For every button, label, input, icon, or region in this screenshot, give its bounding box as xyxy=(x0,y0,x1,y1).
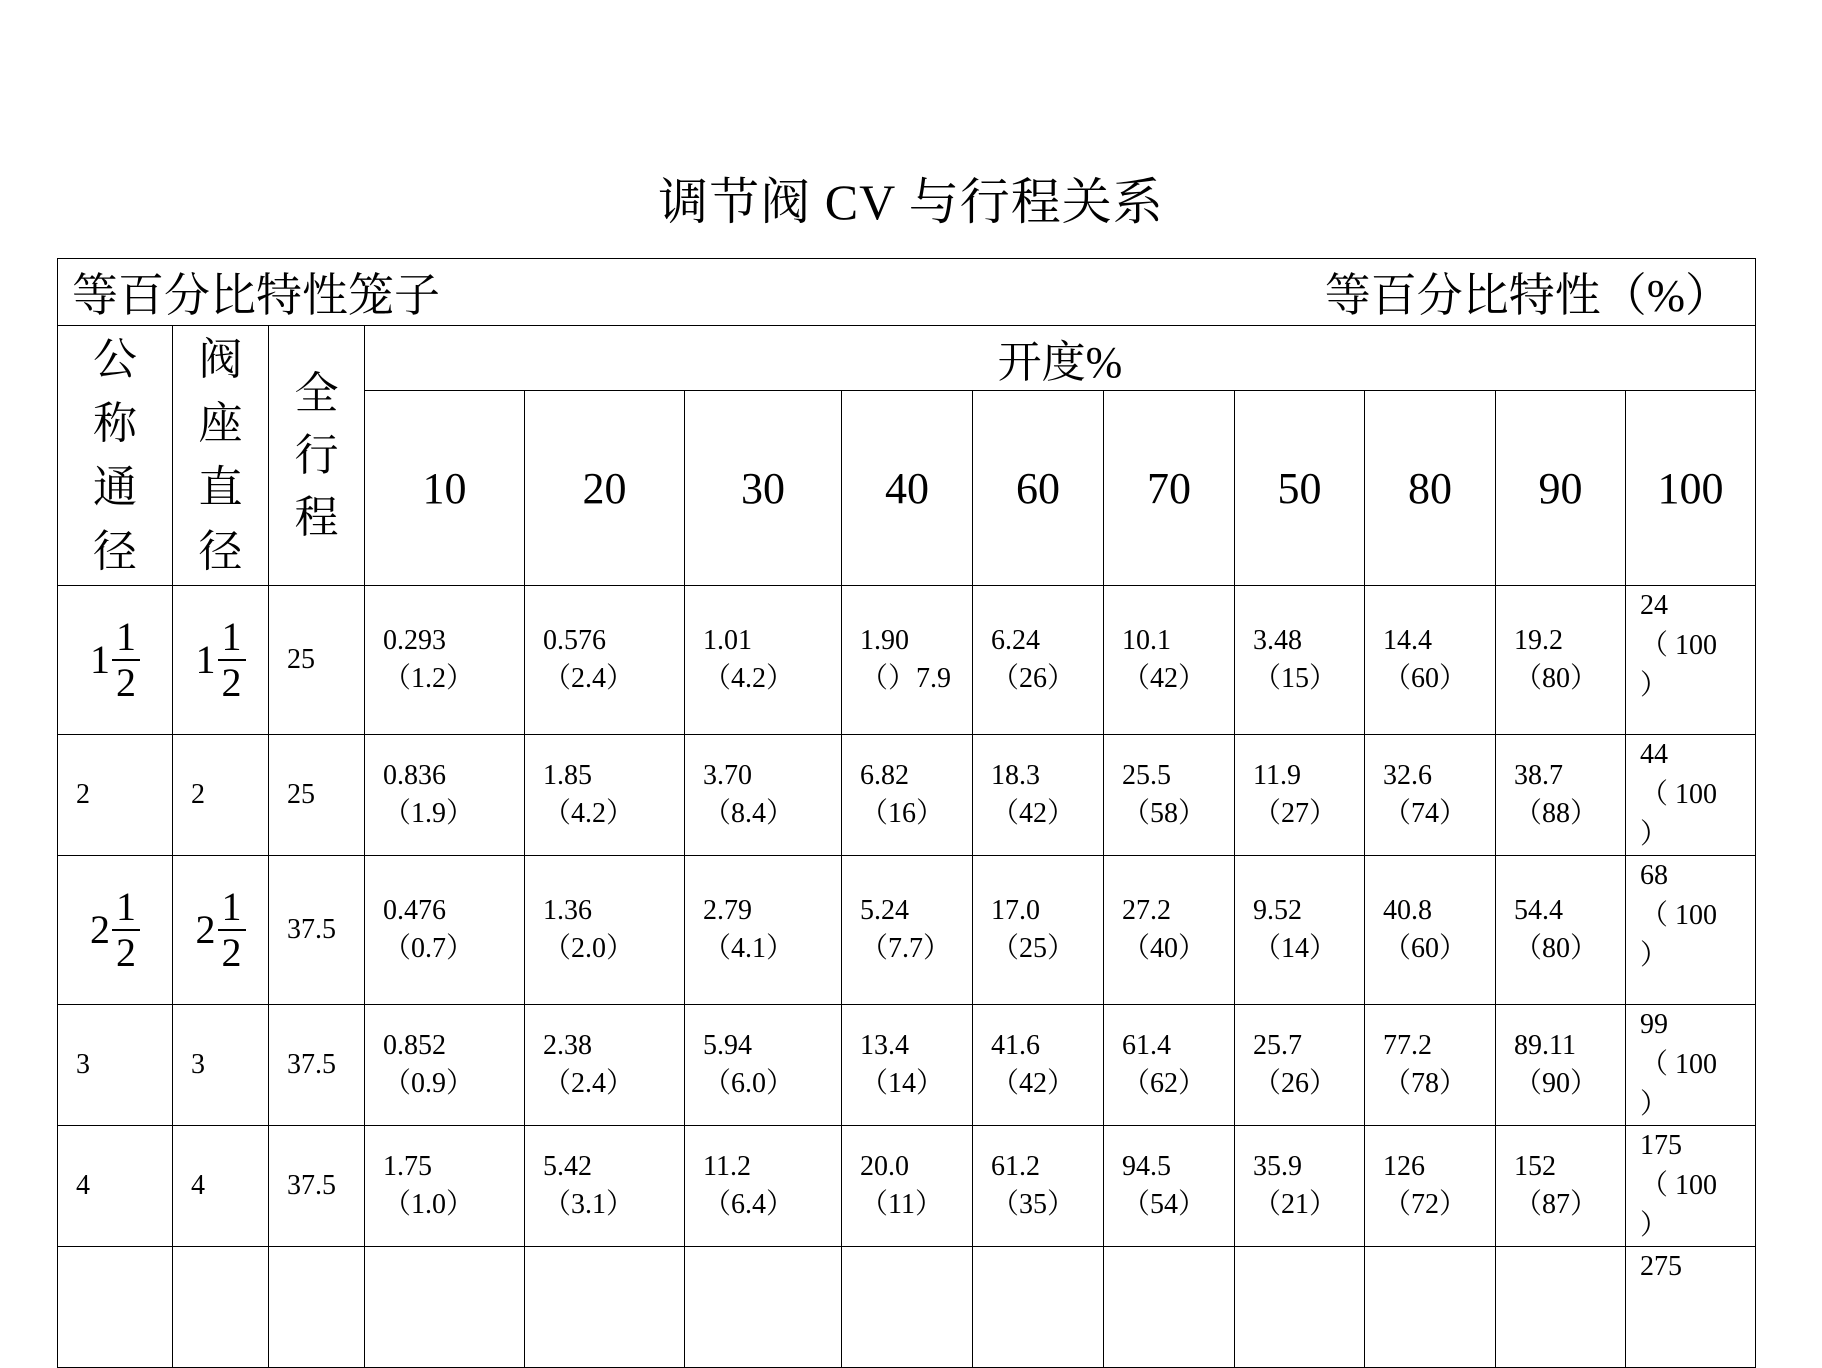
cv-value: 126 xyxy=(1383,1151,1425,1182)
cv-value: 41.6 xyxy=(991,1030,1040,1061)
table-row xyxy=(58,856,1756,1005)
cell-cv-value xyxy=(365,586,525,735)
cell-cv-value xyxy=(842,856,973,1005)
cell-cv-value xyxy=(1235,1247,1365,1368)
cell-full-stroke: 25 xyxy=(269,586,365,735)
cv-value: 17.0 xyxy=(991,895,1040,926)
cv-percent: （16） xyxy=(860,798,945,829)
cv-value: 5.24 xyxy=(860,895,909,926)
cv-value: 0.293 xyxy=(383,625,446,656)
cv-percent: （40） xyxy=(1122,933,1207,964)
cv-value: 61.4 xyxy=(1122,1030,1171,1061)
cv-percent xyxy=(703,1307,841,1345)
page-title: 调节阀 CV 与行程关系 xyxy=(658,174,1164,230)
cv-value xyxy=(703,1269,841,1307)
cv-value: 6.82 xyxy=(860,760,909,791)
cell-cv-value xyxy=(525,1126,685,1247)
cv-value: 1.36 xyxy=(543,895,592,926)
cell-cv-value xyxy=(685,1247,842,1368)
cv-value: 152 xyxy=(1514,1151,1556,1182)
cell-cv-value xyxy=(973,735,1104,856)
cell-cv-value xyxy=(525,1247,685,1368)
cv-percent: （42） xyxy=(1122,663,1207,694)
table-body xyxy=(58,586,1756,1368)
cv-percent: （0.7） xyxy=(383,933,475,964)
cv-max-line: 99 xyxy=(1640,1009,1668,1040)
cv-max-line: 175 xyxy=(1640,1130,1682,1161)
cell-seat-diameter: 4 xyxy=(173,1126,269,1247)
cv-percent: （1.9） xyxy=(383,798,475,829)
cv-value: 0.836 xyxy=(383,760,446,791)
cell-cv-value xyxy=(973,1005,1104,1126)
cell-cv-value xyxy=(1496,1126,1626,1247)
cell-cv-value xyxy=(1104,586,1235,735)
cell-cv-value xyxy=(685,586,842,735)
cv-value: 35.9 xyxy=(1253,1151,1302,1182)
fraction-whole: 2 xyxy=(90,907,110,952)
cell-cv-value xyxy=(1235,586,1365,735)
cell-seat-diameter xyxy=(173,586,269,735)
caption-left: 等百分比特性笼子 xyxy=(72,270,440,321)
cell-cv-value xyxy=(1235,856,1365,1005)
mixed-fraction xyxy=(196,615,246,705)
cv-value: 25.5 xyxy=(1122,760,1171,791)
cell-full-stroke xyxy=(269,1247,365,1368)
table-row xyxy=(58,1126,1756,1247)
cell-cv-value xyxy=(1104,1247,1235,1368)
cell-cv-value xyxy=(1235,1126,1365,1247)
cv-max-line: ） xyxy=(1640,670,1669,701)
cell-seat-diameter: 2 xyxy=(173,735,269,856)
cv-value: 0.852 xyxy=(383,1030,446,1061)
cv-value: 2.79 xyxy=(703,895,752,926)
cv-percent: （90） xyxy=(1514,1068,1599,1099)
cv-value xyxy=(1514,1269,1625,1307)
cv-value: 11.2 xyxy=(703,1151,751,1182)
fraction-whole: 1 xyxy=(90,637,110,682)
cv-value: 1.01 xyxy=(703,625,752,656)
cv-value: 11.9 xyxy=(1253,760,1301,791)
cv-value: 5.94 xyxy=(703,1030,752,1061)
cell-nominal-diameter xyxy=(58,856,173,1005)
cv-value: 14.4 xyxy=(1383,625,1432,656)
cv-percent: （4.2） xyxy=(703,663,795,694)
cv-percent: （14） xyxy=(1253,933,1338,964)
cell-cv-max xyxy=(1626,586,1756,735)
cv-value: 38.7 xyxy=(1514,760,1563,791)
cv-percent: （7.7） xyxy=(860,933,952,964)
cell-cv-max xyxy=(1626,856,1756,1005)
cv-value: 25.7 xyxy=(1253,1030,1302,1061)
cell-cv-value xyxy=(685,1005,842,1126)
cell-cv-value xyxy=(365,1247,525,1368)
cell-full-stroke: 25 xyxy=(269,735,365,856)
cv-value: 89.11 xyxy=(1514,1030,1576,1061)
cv-value: 1.85 xyxy=(543,760,592,791)
cv-percent xyxy=(1122,1307,1234,1345)
mixed-fraction xyxy=(90,885,140,975)
cv-percent: （74） xyxy=(1383,798,1468,829)
cell-seat-diameter xyxy=(173,1247,269,1368)
cell-full-stroke: 37.5 xyxy=(269,1126,365,1247)
cv-percent xyxy=(383,1307,524,1345)
header-percent: 10 xyxy=(365,391,525,586)
cell-cv-value xyxy=(1104,735,1235,856)
cell-cv-value xyxy=(525,1005,685,1126)
header-percent: 90 xyxy=(1496,391,1626,586)
cv-percent: （14） xyxy=(860,1068,945,1099)
cv-max-line: （ 100 xyxy=(1640,1170,1718,1201)
fraction-denominator: 2 xyxy=(116,930,136,975)
cv-value: 54.4 xyxy=(1514,895,1563,926)
cv-percent: （58） xyxy=(1122,798,1207,829)
cell-cv-value xyxy=(525,586,685,735)
header-percent: 50 xyxy=(1235,391,1365,586)
cv-value: 1.90 xyxy=(860,625,909,656)
cv-percent: （）7.9 xyxy=(860,663,952,694)
cell-cv-max xyxy=(1626,1005,1756,1126)
cell-cv-value xyxy=(1104,1005,1235,1126)
cv-value xyxy=(991,1269,1103,1307)
cell-cv-value xyxy=(1496,735,1626,856)
cell-cv-value xyxy=(842,1247,973,1368)
fraction-stack xyxy=(218,885,246,975)
cv-percent xyxy=(1383,1307,1495,1345)
header-percent: 60 xyxy=(973,391,1104,586)
header-percent: 100 xyxy=(1626,391,1756,586)
cv-max-line: ） xyxy=(1640,1089,1669,1120)
cell-cv-value xyxy=(525,856,685,1005)
cv-value: 13.4 xyxy=(860,1030,909,1061)
cell-cv-value xyxy=(1365,1126,1496,1247)
cv-percent xyxy=(860,1307,972,1345)
fraction-numerator: 1 xyxy=(218,885,246,931)
cv-percent: （27） xyxy=(1253,798,1338,829)
caption-cell xyxy=(58,259,1756,326)
header-nominal-diameter: 公 称 通 径 xyxy=(58,326,173,586)
cell-cv-value xyxy=(1104,1126,1235,1247)
cell-cv-value xyxy=(1365,586,1496,735)
header-percent: 30 xyxy=(685,391,842,586)
cell-cv-value xyxy=(842,586,973,735)
cv-percent: （87） xyxy=(1514,1189,1599,1220)
cell-cv-value xyxy=(1496,586,1626,735)
cv-value xyxy=(543,1269,684,1307)
cell-seat-diameter: 3 xyxy=(173,1005,269,1126)
cv-percent: （1.0） xyxy=(383,1189,475,1220)
cv-max-line: 44 xyxy=(1640,739,1668,770)
mixed-fraction xyxy=(90,615,140,705)
cv-value: 77.2 xyxy=(1383,1030,1432,1061)
table-row xyxy=(58,735,1756,856)
cv-percent: （0.9） xyxy=(383,1068,475,1099)
cv-value: 5.42 xyxy=(543,1151,592,1182)
cv-percent: （26） xyxy=(991,663,1076,694)
cell-cv-value xyxy=(1365,856,1496,1005)
cv-value: 9.52 xyxy=(1253,895,1302,926)
cell-cv-value xyxy=(365,1126,525,1247)
cv-value: 19.2 xyxy=(1514,625,1563,656)
cv-percent: （26） xyxy=(1253,1068,1338,1099)
cv-percent: （88） xyxy=(1514,798,1599,829)
cv-percent: （54） xyxy=(1122,1189,1207,1220)
cv-value xyxy=(383,1269,524,1307)
cv-value: 27.2 xyxy=(1122,895,1171,926)
cv-percent: （2.4） xyxy=(543,1068,635,1099)
cv-percent xyxy=(1253,1307,1364,1345)
cell-cv-value xyxy=(973,586,1104,735)
cv-value xyxy=(860,1269,972,1307)
cv-percent: （60） xyxy=(1383,663,1468,694)
cv-percent: （15） xyxy=(1253,663,1338,694)
cv-max-line: ） xyxy=(1640,819,1669,850)
header-full-stroke: 全 行 程 xyxy=(269,326,365,586)
cv-value: 1.75 xyxy=(383,1151,432,1182)
cv-percent: （4.2） xyxy=(543,798,635,829)
cv-percent: （4.1） xyxy=(703,933,795,964)
cv-percent: （2.4） xyxy=(543,663,635,694)
cv-percent: （11） xyxy=(860,1189,943,1220)
fraction-whole: 2 xyxy=(195,907,216,952)
cell-cv-value xyxy=(842,1005,973,1126)
cv-percent: （35） xyxy=(991,1189,1076,1220)
fraction-denominator: 2 xyxy=(116,660,136,705)
cv-percent: （21） xyxy=(1253,1189,1338,1220)
cell-cv-value xyxy=(1365,735,1496,856)
cell-cv-value xyxy=(1235,1005,1365,1126)
cv-value: 3.70 xyxy=(703,760,752,791)
cell-full-stroke: 37.5 xyxy=(269,1005,365,1126)
cell-cv-value xyxy=(525,735,685,856)
cv-value: 10.1 xyxy=(1122,625,1171,656)
header-percent: 40 xyxy=(842,391,973,586)
fraction-stack xyxy=(112,615,140,705)
cell-cv-value xyxy=(1104,856,1235,1005)
cv-percent: （78） xyxy=(1383,1068,1468,1099)
table-row xyxy=(58,1005,1756,1126)
header-percent: 20 xyxy=(525,391,685,586)
header-seat-diameter: 阀 座 直 径 xyxy=(173,326,269,586)
cv-max-line: ） xyxy=(1640,1210,1669,1241)
cv-percent: （2.0） xyxy=(543,933,635,964)
cell-nominal-diameter: 3 xyxy=(58,1005,173,1126)
fraction-denominator: 2 xyxy=(221,930,242,975)
cell-cv-value xyxy=(1235,735,1365,856)
fraction-stack xyxy=(112,885,140,975)
cv-percent: （1.2） xyxy=(383,663,475,694)
header-row-opening xyxy=(58,326,1756,391)
cv-value xyxy=(1253,1269,1364,1307)
cell-cv-value xyxy=(685,856,842,1005)
cell-cv-value xyxy=(973,856,1104,1005)
fraction-stack xyxy=(218,615,246,705)
cell-cv-max xyxy=(1626,1126,1756,1247)
cv-max-line: ） xyxy=(1640,940,1669,971)
cv-value: 20.0 xyxy=(860,1151,909,1182)
fraction-numerator: 1 xyxy=(112,885,140,931)
cv-percent: （6.4） xyxy=(703,1189,795,1220)
cv-max-line: 68 xyxy=(1640,860,1668,891)
header-percent: 70 xyxy=(1104,391,1235,586)
cv-max-line: （ 100 xyxy=(1640,630,1718,661)
cell-nominal-diameter xyxy=(58,586,173,735)
cv-max-line: 275 xyxy=(1640,1251,1682,1282)
caption-right: 等百分比特性（%） xyxy=(1324,270,1732,321)
cell-cv-max xyxy=(1626,735,1756,856)
cv-max-line: （ 100 xyxy=(1640,900,1718,931)
cv-value: 32.6 xyxy=(1383,760,1432,791)
cell-cv-value xyxy=(1365,1005,1496,1126)
cv-value: 18.3 xyxy=(991,760,1040,791)
cv-value: 0.476 xyxy=(383,895,446,926)
cv-value: 3.48 xyxy=(1253,625,1302,656)
fraction-numerator: 1 xyxy=(218,615,246,661)
cv-percent: （6.0） xyxy=(703,1068,795,1099)
cv-max-line: （ 100 xyxy=(1640,779,1718,810)
cv-value xyxy=(1383,1269,1495,1307)
cv-value: 2.38 xyxy=(543,1030,592,1061)
cell-cv-value xyxy=(685,1126,842,1247)
cell-cv-value xyxy=(1496,1005,1626,1126)
cell-cv-value xyxy=(365,1005,525,1126)
cell-cv-value xyxy=(973,1126,1104,1247)
cv-value: 0.576 xyxy=(543,625,606,656)
caption-row xyxy=(58,259,1756,326)
cv-value: 94.5 xyxy=(1122,1151,1171,1182)
cv-value: 40.8 xyxy=(1383,895,1432,926)
cv-percent: （60） xyxy=(1383,933,1468,964)
cell-nominal-diameter: 2 xyxy=(58,735,173,856)
cell-cv-value xyxy=(365,856,525,1005)
cv-max-line: （ 100 xyxy=(1640,1049,1718,1080)
cell-cv-value xyxy=(973,1247,1104,1368)
cell-cv-value xyxy=(1365,1247,1496,1368)
cv-percent xyxy=(991,1307,1103,1345)
cv-percent xyxy=(543,1307,684,1345)
mixed-fraction xyxy=(196,885,246,975)
header-percent: 80 xyxy=(1365,391,1496,586)
cv-value: 61.2 xyxy=(991,1151,1040,1182)
table-row xyxy=(58,1247,1756,1368)
cv-percent: （25） xyxy=(991,933,1076,964)
cv-percent: （42） xyxy=(991,1068,1076,1099)
cv-percent: （8.4） xyxy=(703,798,795,829)
cell-cv-max xyxy=(1626,1247,1756,1368)
cell-nominal-diameter: 4 xyxy=(58,1126,173,1247)
cv-percent: （3.1） xyxy=(543,1189,635,1220)
fraction-numerator: 1 xyxy=(112,615,140,661)
cell-cv-value xyxy=(1496,1247,1626,1368)
cell-nominal-diameter xyxy=(58,1247,173,1368)
cell-full-stroke: 37.5 xyxy=(269,856,365,1005)
cell-cv-value xyxy=(365,735,525,856)
cv-percent xyxy=(1514,1307,1625,1345)
cell-cv-value xyxy=(842,1126,973,1247)
cv-percent: （80） xyxy=(1514,663,1599,694)
cv-max-line: 24 xyxy=(1640,590,1668,621)
cv-percent: （62） xyxy=(1122,1068,1207,1099)
cell-cv-value xyxy=(842,735,973,856)
cv-stroke-table xyxy=(57,258,1755,1368)
cell-seat-diameter xyxy=(173,856,269,1005)
cell-cv-value xyxy=(685,735,842,856)
table-row xyxy=(58,586,1756,735)
header-opening: 开度% xyxy=(365,326,1756,391)
cv-percent: （42） xyxy=(991,798,1076,829)
cv-value: 6.24 xyxy=(991,625,1040,656)
cv-percent: （80） xyxy=(1514,933,1599,964)
cv-percent: （72） xyxy=(1383,1189,1468,1220)
cell-cv-value xyxy=(1496,856,1626,1005)
fraction-denominator: 2 xyxy=(221,660,242,705)
fraction-whole: 1 xyxy=(195,637,216,682)
cv-value xyxy=(1122,1269,1234,1307)
